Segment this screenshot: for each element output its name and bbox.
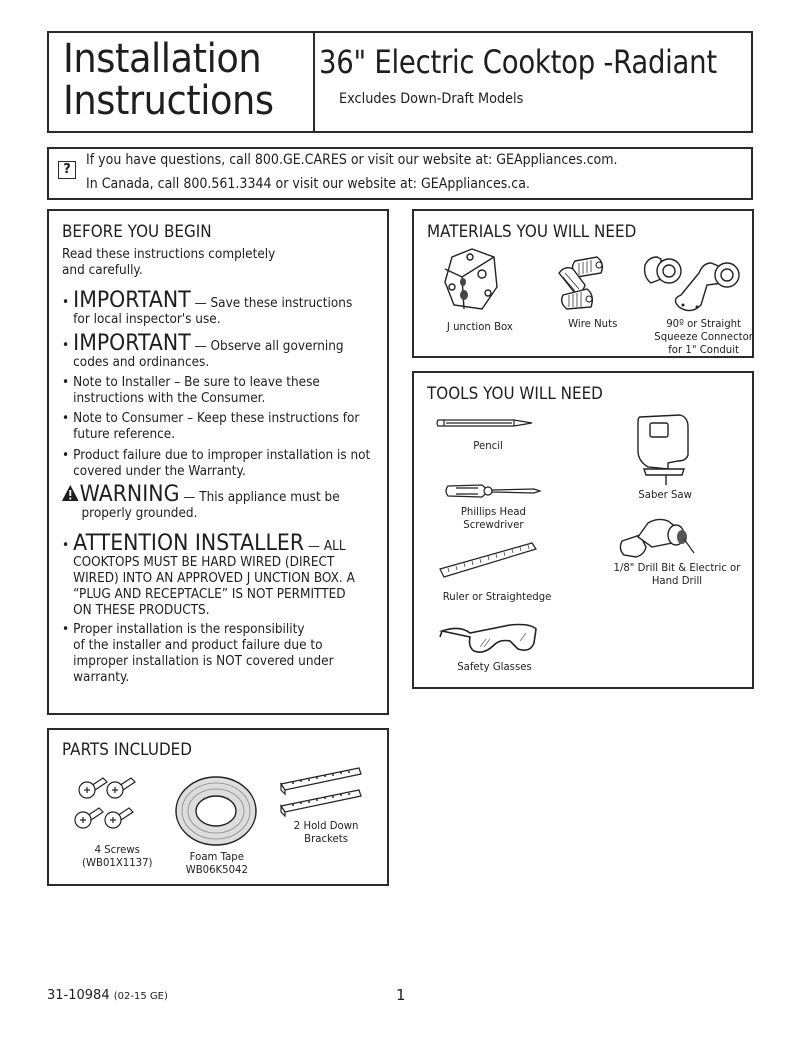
- important-label: IMPORTANT: [73, 331, 191, 356]
- parts-included-section: [47, 728, 389, 886]
- safety-glasses-icon: [440, 619, 538, 655]
- label-line: 2 Hold Down: [293, 819, 359, 832]
- item-line-1: Note to Consumer – Keep these instructions for: [73, 411, 360, 426]
- intro-text: [62, 247, 369, 279]
- contact-line-canada: In Canada, call 800.561.3344 or visit our website at: GEAppliances.ca.: [86, 176, 530, 192]
- warning-label: WARNING: [79, 482, 180, 507]
- document-number: [47, 988, 168, 1003]
- proper-line: of the installer and product failure due to: [73, 638, 323, 653]
- doc-code: (02-15 GE): [113, 991, 168, 1002]
- contact-line-us: If you have questions, call 800.GE.CARES or visit our website at: GEAppliances.com.: [86, 152, 618, 168]
- section-title: MATERIALS YOU WILL NEED: [427, 222, 637, 241]
- title-line-1: Installation: [63, 36, 262, 82]
- ruler-label: Ruler or Straightedge: [442, 590, 552, 603]
- product-failure-item: [62, 448, 374, 480]
- brackets-label: [294, 819, 359, 845]
- label-line: 4 Screws: [94, 843, 140, 856]
- intro-line-2: and carefully.: [62, 263, 143, 278]
- warning-item: [61, 484, 373, 522]
- warning-text-cont: properly grounded.: [81, 506, 198, 521]
- contact-box: [47, 147, 753, 200]
- drill-label: [614, 561, 741, 587]
- pencil-label: Pencil: [473, 439, 503, 452]
- label-line: (WB01X1137): [82, 856, 153, 869]
- attention-line: WIRED) INTO AN APPROVED J UNCTION BOX. A: [73, 571, 355, 586]
- intro-line-1: Read these instructions completely: [62, 247, 276, 262]
- label-line: 1/8" Drill Bit & Electric or: [613, 561, 741, 574]
- item-text: — Observe all governing: [190, 339, 344, 354]
- product-title: 36" Electric Cooktop -Radiant: [319, 43, 717, 81]
- header-divider: [313, 33, 315, 131]
- saber-saw-label: Saber Saw: [638, 488, 692, 501]
- label-line: Foam Tape: [189, 850, 244, 863]
- question-mark-icon: ?: [58, 161, 76, 179]
- squeeze-connector-label: [654, 317, 753, 356]
- document-header: [47, 31, 753, 133]
- item-line-1: Note to Installer – Be sure to leave these: [73, 375, 320, 390]
- attention-text: — ALL: [304, 539, 346, 554]
- proper-line: Proper installation is the responsibility: [73, 622, 305, 637]
- wire-nuts-icon: [557, 255, 609, 311]
- label-line: WB06K5042: [185, 863, 248, 876]
- screwdriver-icon: [444, 483, 542, 499]
- label-line: Hand Drill: [651, 574, 703, 587]
- junction-box-icon: [442, 247, 502, 313]
- item-text: — Save these instructions: [190, 296, 353, 311]
- item-line-2: instructions with the Consumer.: [73, 391, 266, 406]
- warning-text: — This appliance must be: [179, 490, 340, 505]
- before-you-begin-section: [47, 209, 389, 715]
- label-line: Squeeze Connector: [654, 330, 753, 343]
- item-text-cont: for local inspector's use.: [73, 312, 221, 327]
- bullet-dot: •: [62, 622, 70, 637]
- materials-section: [412, 209, 754, 358]
- saber-saw-icon: [634, 413, 694, 485]
- safety-glasses-label: Safety Glasses: [457, 660, 532, 673]
- bullet-dot: •: [62, 375, 70, 390]
- attention-line: COOKTOPS MUST BE HARD WIRED (DIRECT: [73, 555, 335, 570]
- proper-line: warranty.: [73, 670, 130, 685]
- label-line: Phillips Head: [460, 505, 526, 518]
- screwdriver-label: [461, 505, 526, 531]
- bullet-dot: •: [62, 338, 70, 353]
- brackets-icon: [279, 766, 363, 816]
- section-title: BEFORE YOU BEGIN: [62, 222, 212, 241]
- label-line: Brackets: [304, 832, 349, 845]
- label-line: 90º or Straight: [666, 317, 742, 330]
- squeeze-connector-icon: [641, 249, 741, 317]
- attention-line: “PLUG AND RECEPTACLE” IS NOT PERMITTED: [73, 587, 346, 602]
- product-subtitle: Excludes Down-Draft Models: [339, 91, 524, 107]
- label-line: for 1" Conduit: [668, 343, 739, 356]
- attention-label: ATTENTION INSTALLER: [73, 531, 305, 556]
- attention-line: ON THESE PRODUCTS.: [73, 603, 210, 618]
- ruler-icon: [438, 541, 538, 581]
- title-line-2: Instructions: [63, 78, 274, 124]
- foam-tape-label: [186, 850, 248, 876]
- proper-installation-item: [62, 622, 374, 686]
- item-line-1: Product failure due to improper installation is not: [73, 448, 371, 463]
- important-label: IMPORTANT: [73, 288, 191, 313]
- bullet-dot: •: [62, 448, 70, 463]
- proper-line: improper installation is NOT covered under: [73, 654, 334, 669]
- warning-triangle-icon: [61, 484, 80, 502]
- note-installer-item: [62, 375, 374, 407]
- section-title: TOOLS YOU WILL NEED: [427, 384, 603, 403]
- bullet-dot: •: [62, 538, 70, 553]
- document-title: [63, 38, 274, 122]
- wire-nuts-label: Wire Nuts: [568, 317, 618, 330]
- tools-section: [412, 371, 754, 689]
- bullet-dot: •: [62, 411, 70, 426]
- label-line: Screwdriver: [463, 518, 524, 531]
- important-save-item: [62, 290, 374, 328]
- bullet-dot: •: [62, 295, 70, 310]
- foam-tape-icon: [174, 775, 258, 847]
- section-title: PARTS INCLUDED: [62, 740, 192, 759]
- screws-icon: [77, 774, 139, 838]
- page-number: 1: [396, 986, 406, 1004]
- note-consumer-item: [62, 411, 374, 443]
- doc-number: 31-10984: [47, 988, 110, 1003]
- item-line-2: future reference.: [73, 427, 176, 442]
- drill-icon: [618, 513, 698, 561]
- screws-label: [82, 843, 152, 869]
- pencil-icon: [436, 419, 534, 427]
- attention-installer-item: [62, 533, 374, 619]
- item-line-2: covered under the Warranty.: [73, 464, 246, 479]
- important-observe-item: [62, 333, 374, 371]
- item-text-cont: codes and ordinances.: [73, 355, 210, 370]
- junction-box-label: J unction Box: [446, 320, 513, 333]
